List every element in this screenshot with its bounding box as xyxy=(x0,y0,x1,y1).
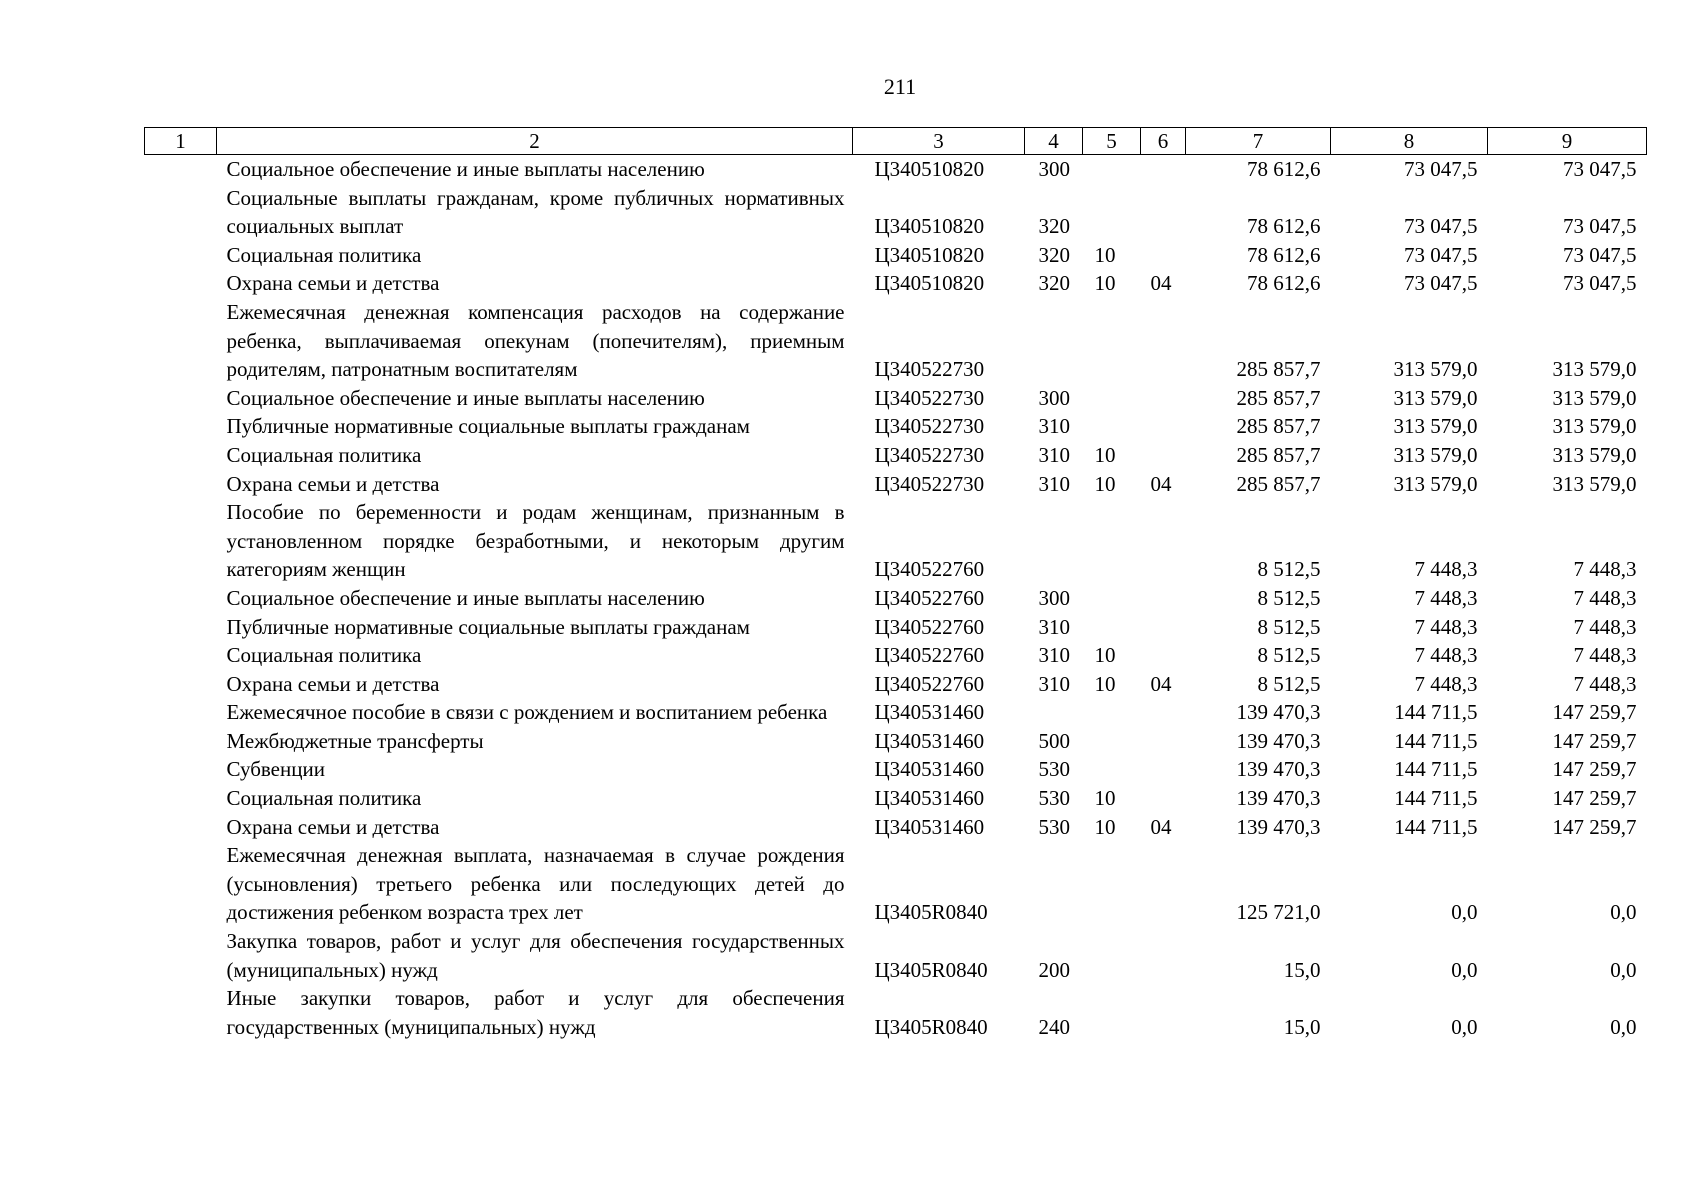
row-subsection xyxy=(1141,384,1186,413)
row-description: Ежемесячная денежная компенсация расходов на содержание ребенка, выплачиваемая опекунам (попечителям), приемным родителям, патронатным воспитателям xyxy=(226,299,845,382)
table-row xyxy=(145,613,1647,642)
row-value-col9: 7 448,3 xyxy=(1573,614,1637,639)
table-row xyxy=(145,698,1647,727)
row-expense-type: 310 xyxy=(1038,671,1070,696)
cell-empty xyxy=(145,269,217,298)
row-description: Социальное обеспечение и иные выплаты населению xyxy=(226,585,705,610)
row-subsection xyxy=(1141,441,1186,470)
column-header-8: 8 xyxy=(1331,128,1488,155)
row-section: 10 xyxy=(1094,242,1116,267)
row-value-col8: 313 579,0 xyxy=(1393,357,1478,382)
row-description: Публичные нормативные социальные выплаты гражданам xyxy=(226,414,750,439)
table-row xyxy=(145,298,1647,384)
cell-empty xyxy=(145,927,217,984)
row-value-col7: 125 721,0 xyxy=(1236,900,1321,925)
row-target-code: Ц340522730 xyxy=(874,442,985,467)
row-subsection xyxy=(1141,755,1186,784)
row-section xyxy=(1083,841,1141,927)
row-section xyxy=(1083,384,1141,413)
row-subsection xyxy=(1141,241,1186,270)
row-value-col8: 7 448,3 xyxy=(1414,671,1478,696)
row-value-col8: 144 711,5 xyxy=(1394,786,1478,811)
column-number-header-row xyxy=(145,128,1647,155)
row-target-code: Ц340522730 xyxy=(874,471,985,496)
cell-empty xyxy=(145,641,217,670)
row-value-col8: 7 448,3 xyxy=(1414,557,1478,582)
row-subsection: 04 xyxy=(1150,814,1172,839)
row-description: Социальная политика xyxy=(226,786,422,811)
cell-empty xyxy=(145,784,217,813)
row-expense-type xyxy=(1025,498,1083,584)
table-row xyxy=(145,727,1647,756)
row-target-code: Ц340531460 xyxy=(874,786,985,811)
table-row xyxy=(145,384,1647,413)
row-value-col9: 0,0 xyxy=(1610,900,1637,925)
row-expense-type: 310 xyxy=(1038,414,1070,439)
row-expense-type: 300 xyxy=(1038,585,1070,610)
row-value-col7: 78 612,6 xyxy=(1247,242,1321,267)
row-expense-type: 300 xyxy=(1038,385,1070,410)
row-subsection xyxy=(1141,984,1186,1041)
row-value-col7: 15,0 xyxy=(1283,957,1321,982)
row-target-code: Ц3405R0840 xyxy=(874,957,988,982)
row-value-col9: 73 047,5 xyxy=(1563,214,1637,239)
row-target-code: Ц340522760 xyxy=(874,585,985,610)
row-section: 10 xyxy=(1094,671,1116,696)
row-section: 10 xyxy=(1094,786,1116,811)
row-description: Социальная политика xyxy=(226,242,422,267)
row-section xyxy=(1083,698,1141,727)
row-target-code: Ц340522760 xyxy=(874,643,985,668)
row-value-col8: 73 047,5 xyxy=(1404,271,1478,296)
row-value-col9: 73 047,5 xyxy=(1563,242,1637,267)
row-value-col7: 8 512,5 xyxy=(1257,614,1321,639)
row-value-col8: 144 711,5 xyxy=(1394,814,1478,839)
row-description: Охрана семьи и детства xyxy=(226,814,440,839)
page-number: 211 xyxy=(883,74,917,99)
column-header-9: 9 xyxy=(1488,128,1647,155)
row-target-code: Ц340522760 xyxy=(874,557,985,582)
row-value-col8: 0,0 xyxy=(1451,1014,1478,1039)
row-value-col8: 73 047,5 xyxy=(1404,214,1478,239)
row-description: Публичные нормативные социальные выплаты гражданам xyxy=(226,614,750,639)
row-description: Социальная политика xyxy=(226,442,422,467)
row-value-col9: 147 259,7 xyxy=(1552,728,1637,753)
row-section xyxy=(1083,755,1141,784)
row-value-col7: 139 470,3 xyxy=(1236,757,1321,782)
row-target-code: Ц340510820 xyxy=(874,242,985,267)
row-expense-type xyxy=(1025,298,1083,384)
row-description: Социальная политика xyxy=(226,643,422,668)
cell-empty xyxy=(145,441,217,470)
row-value-col7: 285 857,7 xyxy=(1236,357,1321,382)
row-section xyxy=(1083,184,1141,241)
row-expense-type xyxy=(1025,698,1083,727)
row-subsection xyxy=(1141,412,1186,441)
row-target-code: Ц340522730 xyxy=(874,357,985,382)
table-row xyxy=(145,155,1647,184)
row-value-col7: 285 857,7 xyxy=(1236,385,1321,410)
table-row xyxy=(145,470,1647,499)
row-value-col8: 144 711,5 xyxy=(1394,757,1478,782)
row-value-col9: 147 259,7 xyxy=(1552,814,1637,839)
row-expense-type: 310 xyxy=(1038,471,1070,496)
row-section: 10 xyxy=(1094,643,1116,668)
table-row xyxy=(145,241,1647,270)
row-subsection xyxy=(1141,155,1186,184)
row-value-col7: 8 512,5 xyxy=(1257,643,1321,668)
row-value-col8: 7 448,3 xyxy=(1414,643,1478,668)
row-section: 10 xyxy=(1094,471,1116,496)
table-row xyxy=(145,670,1647,699)
cell-empty xyxy=(145,984,217,1041)
cell-empty xyxy=(145,412,217,441)
row-value-col9: 73 047,5 xyxy=(1563,271,1637,296)
row-expense-type: 310 xyxy=(1038,614,1070,639)
row-subsection xyxy=(1141,784,1186,813)
table-row xyxy=(145,412,1647,441)
cell-empty xyxy=(145,755,217,784)
row-value-col8: 313 579,0 xyxy=(1393,414,1478,439)
row-description: Пособие по беременности и родам женщинам, признанным в установленном порядке безработными, и некоторым другим категориям женщин xyxy=(226,500,845,582)
cell-empty xyxy=(145,155,217,184)
cell-empty xyxy=(145,613,217,642)
cell-empty xyxy=(145,470,217,499)
row-value-col7: 8 512,5 xyxy=(1257,585,1321,610)
row-section xyxy=(1083,498,1141,584)
row-description: Охрана семьи и детства xyxy=(226,671,440,696)
row-description: Социальное обеспечение и иные выплаты населению xyxy=(226,385,705,410)
row-description: Субвенции xyxy=(226,757,325,782)
row-value-col7: 285 857,7 xyxy=(1236,414,1321,439)
table-row xyxy=(145,841,1647,927)
row-value-col7: 78 612,6 xyxy=(1247,157,1321,181)
row-subsection xyxy=(1141,698,1186,727)
row-value-col7: 15,0 xyxy=(1283,1014,1321,1039)
row-subsection xyxy=(1141,841,1186,927)
row-value-col8: 313 579,0 xyxy=(1393,442,1478,467)
cell-empty xyxy=(145,384,217,413)
row-value-col8: 73 047,5 xyxy=(1404,157,1478,181)
row-value-col8: 73 047,5 xyxy=(1404,242,1478,267)
row-subsection xyxy=(1141,298,1186,384)
row-section xyxy=(1083,927,1141,984)
row-expense-type: 300 xyxy=(1038,157,1070,181)
table-row xyxy=(145,813,1647,842)
row-subsection xyxy=(1141,498,1186,584)
row-expense-type: 200 xyxy=(1038,957,1070,982)
row-subsection xyxy=(1141,727,1186,756)
table-row xyxy=(145,984,1647,1041)
row-description: Охрана семьи и детства xyxy=(226,471,440,496)
row-description: Закупка товаров, работ и услуг для обеспечения государственных (муниципальных) нужд xyxy=(226,929,845,982)
row-value-col7: 8 512,5 xyxy=(1257,557,1321,582)
row-target-code: Ц340531460 xyxy=(874,728,985,753)
row-value-col9: 147 259,7 xyxy=(1552,700,1637,725)
row-value-col9: 7 448,3 xyxy=(1573,585,1637,610)
row-description: Социальные выплаты гражданам, кроме публичных нормативных социальных выплат xyxy=(226,185,845,239)
row-subsection xyxy=(1141,184,1186,241)
row-value-col7: 78 612,6 xyxy=(1247,271,1321,296)
row-description: Охрана семьи и детства xyxy=(226,271,440,296)
row-subsection xyxy=(1141,927,1186,984)
row-expense-type: 240 xyxy=(1038,1014,1070,1039)
row-value-col9: 7 448,3 xyxy=(1573,643,1637,668)
column-header-6: 6 xyxy=(1141,128,1186,155)
cell-empty xyxy=(145,670,217,699)
row-description: Ежемесячное пособие в связи с рождением и воспитанием ребенка xyxy=(226,700,828,725)
row-subsection xyxy=(1141,613,1186,642)
row-value-col9: 313 579,0 xyxy=(1552,385,1637,410)
row-target-code: Ц340522730 xyxy=(874,414,985,439)
row-section: 10 xyxy=(1094,814,1116,839)
row-expense-type: 530 xyxy=(1038,786,1070,811)
row-target-code: Ц340522760 xyxy=(874,671,985,696)
row-value-col9: 7 448,3 xyxy=(1573,557,1637,582)
row-value-col9: 0,0 xyxy=(1610,1014,1637,1039)
row-expense-type: 320 xyxy=(1038,214,1070,239)
row-value-col9: 313 579,0 xyxy=(1552,442,1637,467)
row-value-col8: 0,0 xyxy=(1451,957,1478,982)
row-expense-type xyxy=(1025,841,1083,927)
row-value-col9: 73 047,5 xyxy=(1563,157,1637,181)
row-value-col7: 139 470,3 xyxy=(1236,728,1321,753)
row-description: Ежемесячная денежная выплата, назначаемая в случае рождения (усыновления) третьего ребенка или последующих детей до достижения ребенком возраста трех лет xyxy=(226,843,845,925)
table-row xyxy=(145,927,1647,984)
column-header-1: 1 xyxy=(145,128,217,155)
row-subsection xyxy=(1141,641,1186,670)
row-target-code: Ц340531460 xyxy=(874,700,985,725)
row-value-col8: 0,0 xyxy=(1451,900,1478,925)
cell-empty xyxy=(145,841,217,927)
row-expense-type: 500 xyxy=(1038,728,1070,753)
row-section xyxy=(1083,155,1141,184)
row-value-col9: 0,0 xyxy=(1610,957,1637,982)
table-row xyxy=(145,641,1647,670)
cell-empty xyxy=(145,298,217,384)
row-value-col7: 285 857,7 xyxy=(1236,442,1321,467)
row-section xyxy=(1083,727,1141,756)
row-description: Иные закупки товаров, работ и услуг для обеспечения государственных (муниципальных) нужд xyxy=(226,986,845,1039)
row-value-col9: 313 579,0 xyxy=(1552,471,1637,496)
row-value-col8: 7 448,3 xyxy=(1414,614,1478,639)
row-expense-type: 320 xyxy=(1038,271,1070,296)
row-section xyxy=(1083,298,1141,384)
row-target-code: Ц340510820 xyxy=(874,157,985,181)
row-value-col8: 313 579,0 xyxy=(1393,385,1478,410)
column-header-7: 7 xyxy=(1186,128,1331,155)
row-value-col7: 139 470,3 xyxy=(1236,814,1321,839)
cell-empty xyxy=(145,184,217,241)
row-description: Межбюджетные трансферты xyxy=(226,728,484,753)
table-row xyxy=(145,584,1647,613)
row-value-col9: 313 579,0 xyxy=(1552,357,1637,382)
cell-empty xyxy=(145,584,217,613)
row-subsection: 04 xyxy=(1150,471,1172,496)
row-value-col9: 313 579,0 xyxy=(1552,414,1637,439)
cell-empty xyxy=(145,727,217,756)
column-header-3: 3 xyxy=(853,128,1025,155)
table-row xyxy=(145,441,1647,470)
budget-table xyxy=(144,127,1647,1041)
row-target-code: Ц340531460 xyxy=(874,757,985,782)
table-row xyxy=(145,784,1647,813)
cell-empty xyxy=(145,698,217,727)
row-value-col8: 144 711,5 xyxy=(1394,728,1478,753)
row-target-code: Ц340510820 xyxy=(874,214,985,239)
row-value-col8: 7 448,3 xyxy=(1414,585,1478,610)
row-target-code: Ц340522730 xyxy=(874,385,985,410)
row-section xyxy=(1083,412,1141,441)
table-row xyxy=(145,498,1647,584)
row-value-col7: 139 470,3 xyxy=(1236,700,1321,725)
row-expense-type: 310 xyxy=(1038,442,1070,467)
table-row xyxy=(145,269,1647,298)
row-value-col8: 313 579,0 xyxy=(1393,471,1478,496)
row-expense-type: 530 xyxy=(1038,757,1070,782)
row-value-col8: 144 711,5 xyxy=(1394,700,1478,725)
row-section xyxy=(1083,613,1141,642)
row-expense-type: 320 xyxy=(1038,242,1070,267)
cell-empty xyxy=(145,813,217,842)
row-section xyxy=(1083,984,1141,1041)
row-value-col9: 147 259,7 xyxy=(1552,757,1637,782)
row-target-code: Ц340510820 xyxy=(874,271,985,296)
cell-empty xyxy=(145,241,217,270)
row-target-code: Ц3405R0840 xyxy=(874,900,988,925)
column-header-5: 5 xyxy=(1083,128,1141,155)
row-value-col7: 285 857,7 xyxy=(1236,471,1321,496)
row-section: 10 xyxy=(1094,271,1116,296)
row-description: Социальное обеспечение и иные выплаты населению xyxy=(226,157,705,181)
row-value-col7: 139 470,3 xyxy=(1236,786,1321,811)
row-section: 10 xyxy=(1094,442,1116,467)
row-target-code: Ц340531460 xyxy=(874,814,985,839)
row-target-code: Ц3405R0840 xyxy=(874,1014,988,1039)
table-row xyxy=(145,184,1647,241)
row-target-code: Ц340522760 xyxy=(874,614,985,639)
row-expense-type: 530 xyxy=(1038,814,1070,839)
row-section xyxy=(1083,584,1141,613)
row-value-col7: 8 512,5 xyxy=(1257,671,1321,696)
row-value-col9: 7 448,3 xyxy=(1573,671,1637,696)
row-value-col9: 147 259,7 xyxy=(1552,786,1637,811)
table-body xyxy=(145,155,1647,1042)
column-header-4: 4 xyxy=(1025,128,1083,155)
row-subsection: 04 xyxy=(1150,671,1172,696)
row-expense-type: 310 xyxy=(1038,643,1070,668)
table-row xyxy=(145,755,1647,784)
column-header-2: 2 xyxy=(217,128,853,155)
row-subsection: 04 xyxy=(1150,271,1172,296)
row-value-col7: 78 612,6 xyxy=(1247,214,1321,239)
row-subsection xyxy=(1141,584,1186,613)
cell-empty xyxy=(145,498,217,584)
